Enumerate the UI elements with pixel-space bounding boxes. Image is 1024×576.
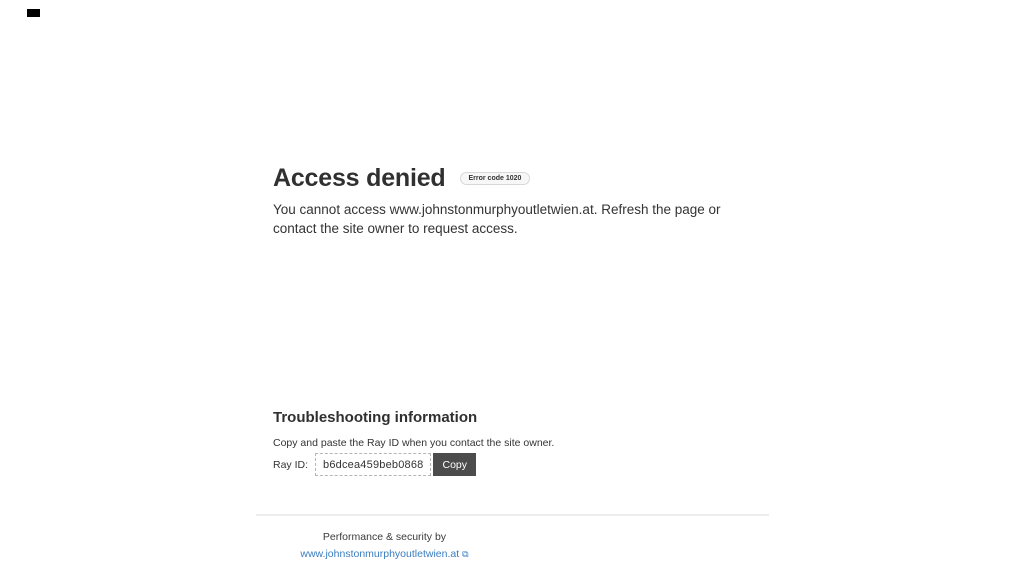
page-title: Access denied	[273, 164, 446, 192]
footer-column	[256, 531, 513, 562]
footer-site-link[interactable]	[300, 548, 468, 560]
ray-id-label: Ray ID:	[273, 458, 309, 471]
title-row	[273, 164, 743, 193]
external-link-icon: ⧉	[462, 549, 469, 559]
black-marker	[27, 9, 40, 17]
error-code-badge: Error code 1020	[460, 172, 531, 185]
footer-site-link-text: www.johnstonmurphyoutletwien.at	[300, 548, 460, 560]
ray-id-value[interactable]: b6dcea459beb0868	[315, 453, 431, 476]
copy-button[interactable]: Copy	[433, 453, 476, 476]
main-content	[273, 164, 743, 238]
ray-id-row	[273, 453, 554, 476]
error-description: You cannot access www.johnstonmurphyoutletwien.at. Refresh the page or contact the site owner to request access.	[273, 202, 721, 236]
ray-id-instruction: Copy and paste the Ray ID when you contact the site owner.	[273, 437, 555, 449]
troubleshooting-heading: Troubleshooting information	[273, 409, 478, 426]
troubleshooting-section	[273, 408, 554, 476]
footer-divider	[256, 514, 769, 516]
footer-caption: Performance & security by	[322, 531, 447, 543]
